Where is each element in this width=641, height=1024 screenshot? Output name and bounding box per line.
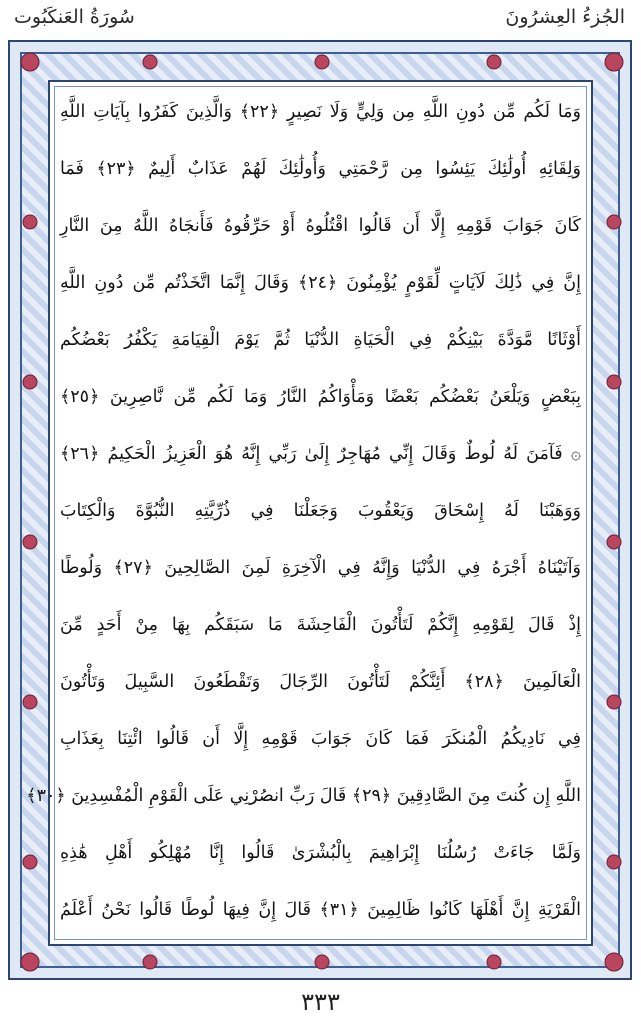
medallion-icon [143,955,157,969]
page-number: ٣٣٣ [301,988,340,1016]
medallion-icon [605,953,623,971]
medallion-icon [23,855,37,869]
verse-line: كَانَ جَوَابَ قَوْمِهِ إِلَّا أَن قَالُوا اقْتُلُوهُ أَوْ حَرِّقُوهُ فَأَنجَاهُ اللَّهُ مِنَ النَّارِ [60,216,581,236]
verse-line: إِنَّ فِي ذَٰلِكَ لَآيَاتٍ لِّقَوْمٍ يُؤْمِنُونَ ﴿٢٤﴾ وَقَالَ إِنَّمَا اتَّخَذْتُم مِّن دُونِ اللَّهِ [60,273,581,293]
medallion-icon [143,55,157,69]
medallion-icon [315,55,329,69]
verse-line: الْقَرْيَةِ إِنَّ أَهْلَهَا كَانُوا ظَالِمِينَ ﴿٣١﴾ قَالَ إِنَّ فِيهَا لُوطًا قَالُوا نَحْنُ أَعْلَمُ [60,900,581,920]
juz-header: الجُزءُ العِشرُونَ [505,6,625,28]
verse-line: وَمَا لَكُم مِّن دُونِ اللَّهِ مِن وَلِيٍّ وَلَا نَصِيرٍ ﴿٢٢﴾ وَالَّذِينَ كَفَرُوا بِآيَاتِ اللَّهِ [60,102,581,122]
verse-line: اللَّهِ إِن كُنتَ مِنَ الصَّادِقِينَ ﴿٢٩﴾ قَالَ رَبِّ انصُرْنِي عَلَى الْقَوْمِ الْمُفْسِدِينَ ﴿٣٠﴾ [26,786,581,806]
medallion-icon [21,953,39,971]
medallion-icon [23,695,37,709]
verse-line: وَوَهَبْنَا لَهُ إِسْحَاقَ وَيَعْقُوبَ وَجَعَلْنَا فِي ذُرِّيَّتِهِ النُّبُوَّةَ وَالْكِتَابَ [60,501,581,521]
verse-line: وَلِقَائِهِ أُولَٰئِكَ يَئِسُوا مِن رَّحْمَتِي وَأُولَٰئِكَ لَهُمْ عَذَابٌ أَلِيمٌ ﴿٢٣﴾ فَمَا [60,159,581,179]
medallion-icon [607,855,621,869]
medallion-icon [607,215,621,229]
verse-line: وَلَمَّا جَاءَتْ رُسُلُنَا إِبْرَاهِيمَ بِالْبُشْرَىٰ قَالُوا إِنَّا مُهْلِكُو أَهْلِ هَٰذِهِ [60,843,581,863]
verse-line: إِذْ قَالَ لِقَوْمِهِ إِنَّكُمْ لَتَأْتُونَ الْفَاحِشَةَ مَا سَبَقَكُم بِهَا مِنْ أَحَدٍ مِّنَ [60,615,581,635]
medallion-icon [315,955,329,969]
medallion-icon [607,535,621,549]
verse-line: أَوْثَانًا مَّوَدَّةَ بَيْنِكُمْ فِي الْحَيَاةِ الدُّنْيَا ثُمَّ يَوْمَ الْقِيَامَةِ يَكْفُرُ بَعْضُكُم [60,330,581,350]
medallion-icon [23,215,37,229]
medallion-icon [23,375,37,389]
verse-line: ۞ فَآمَنَ لَهُ لُوطٌ وَقَالَ إِنِّي مُهَاجِرٌ إِلَىٰ رَبِّي إِنَّهُ هُوَ الْعَزِيزُ الْحَكِيمُ ﴿٢٦﴾ [60,444,581,464]
medallion-icon [23,535,37,549]
medallion-icon [487,955,501,969]
verse-line: الْعَالَمِينَ ﴿٢٨﴾ أَئِنَّكُمْ لَتَأْتُونَ الرِّجَالَ وَتَقْطَعُونَ السَّبِيلَ وَتَأْتُونَ [60,672,581,692]
medallion-icon [21,53,39,71]
medallion-icon [607,695,621,709]
verse-line: بِبَعْضٍ وَيَلْعَنُ بَعْضُكُم بَعْضًا وَمَأْوَاكُمُ النَّارُ وَمَا لَكُم مِّن نَّاصِرِينَ ﴿٢٥﴾ [60,387,581,407]
medallion-icon [605,53,623,71]
medallion-icon [487,55,501,69]
verse-line: وَآتَيْنَاهُ أَجْرَهُ فِي الدُّنْيَا وَإِنَّهُ فِي الْآخِرَةِ لَمِنَ الصَّالِحِينَ ﴿٢٧﴾ وَلُوطًا [60,558,582,578]
quran-text-panel [26,80,593,946]
surah-header: سُورَةُ العَنكَبُوت [14,6,135,28]
verse-line: فِي نَادِيكُمُ الْمُنكَرَ فَمَا كَانَ جَوَابَ قَوْمِهِ إِلَّا أَن قَالُوا ائْتِنَا بِعَذَابِ [60,729,581,749]
medallion-icon [607,375,621,389]
